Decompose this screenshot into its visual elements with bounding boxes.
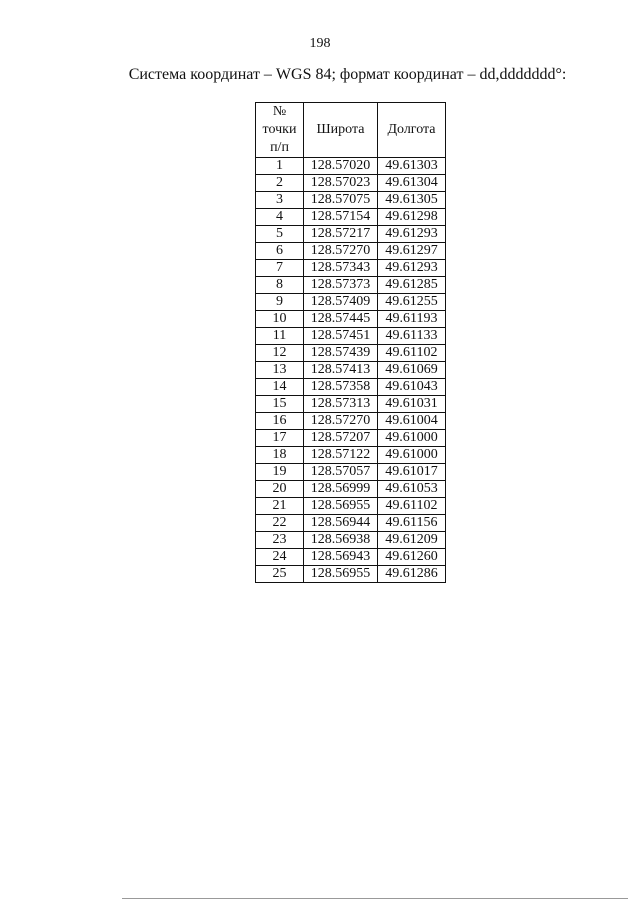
header-ordinal-abbr: п/п — [270, 140, 289, 155]
header-longitude: Долгота — [378, 103, 446, 158]
latitude-cell: 128.56943 — [304, 549, 378, 566]
longitude-cell: 49.61133 — [378, 328, 446, 345]
longitude-cell: 49.61102 — [378, 498, 446, 515]
longitude-cell: 49.61298 — [378, 209, 446, 226]
latitude-cell: 128.57270 — [304, 413, 378, 430]
latitude-cell: 128.57075 — [304, 192, 378, 209]
longitude-cell: 49.61286 — [378, 566, 446, 583]
coordinate-system-caption: Система координат – WGS 84; формат координат – dd,ddddddd°: — [128, 66, 567, 83]
longitude-cell: 49.61017 — [378, 464, 446, 481]
longitude-cell: 49.61043 — [378, 379, 446, 396]
latitude-cell: 128.56999 — [304, 481, 378, 498]
longitude-cell: 49.61193 — [378, 311, 446, 328]
point-number-cell: 17 — [256, 430, 304, 447]
latitude-cell: 128.57451 — [304, 328, 378, 345]
table-row — [256, 532, 446, 549]
longitude-cell: 49.61156 — [378, 515, 446, 532]
longitude-cell: 49.61102 — [378, 345, 446, 362]
longitude-cell: 49.61304 — [378, 175, 446, 192]
longitude-cell: 49.61053 — [378, 481, 446, 498]
table-header-row — [256, 103, 446, 158]
table-row — [256, 566, 446, 583]
point-number-cell: 3 — [256, 192, 304, 209]
table-row — [256, 379, 446, 396]
point-number-cell: 13 — [256, 362, 304, 379]
latitude-cell: 128.57154 — [304, 209, 378, 226]
header-number-sign: № — [272, 104, 287, 119]
table-row — [256, 396, 446, 413]
point-number-cell: 20 — [256, 481, 304, 498]
longitude-cell: 49.61293 — [378, 226, 446, 243]
page-number: 198 — [309, 36, 331, 51]
coordinates-table — [255, 102, 446, 583]
latitude-cell: 128.57217 — [304, 226, 378, 243]
point-number-cell: 19 — [256, 464, 304, 481]
latitude-cell: 128.57445 — [304, 311, 378, 328]
point-number-cell: 4 — [256, 209, 304, 226]
point-number-cell: 7 — [256, 260, 304, 277]
point-number-cell: 22 — [256, 515, 304, 532]
point-number-cell: 25 — [256, 566, 304, 583]
latitude-cell: 128.57020 — [304, 158, 378, 175]
longitude-cell: 49.61293 — [378, 260, 446, 277]
longitude-cell: 49.61069 — [378, 362, 446, 379]
header-point-number — [256, 103, 304, 158]
longitude-cell: 49.61255 — [378, 294, 446, 311]
table-row — [256, 175, 446, 192]
longitude-cell: 49.61303 — [378, 158, 446, 175]
latitude-cell: 128.57207 — [304, 430, 378, 447]
table-row — [256, 515, 446, 532]
table-row — [256, 311, 446, 328]
latitude-cell: 128.57343 — [304, 260, 378, 277]
longitude-cell: 49.61031 — [378, 396, 446, 413]
longitude-cell: 49.61000 — [378, 430, 446, 447]
latitude-cell: 128.57122 — [304, 447, 378, 464]
latitude-cell: 128.57409 — [304, 294, 378, 311]
point-number-cell: 15 — [256, 396, 304, 413]
latitude-cell: 128.56955 — [304, 566, 378, 583]
longitude-cell: 49.61260 — [378, 549, 446, 566]
latitude-cell: 128.56944 — [304, 515, 378, 532]
point-number-cell: 14 — [256, 379, 304, 396]
table-row — [256, 260, 446, 277]
table-row — [256, 413, 446, 430]
table-row — [256, 294, 446, 311]
table-row — [256, 549, 446, 566]
latitude-cell: 128.57439 — [304, 345, 378, 362]
page-bottom-divider — [122, 898, 628, 899]
latitude-cell: 128.57057 — [304, 464, 378, 481]
point-number-cell: 1 — [256, 158, 304, 175]
longitude-cell: 49.61285 — [378, 277, 446, 294]
header-latitude: Широта — [304, 103, 378, 158]
table-row — [256, 209, 446, 226]
table-row — [256, 447, 446, 464]
latitude-cell: 128.57313 — [304, 396, 378, 413]
table-row — [256, 277, 446, 294]
table-row — [256, 430, 446, 447]
table-row — [256, 158, 446, 175]
point-number-cell: 5 — [256, 226, 304, 243]
table-row — [256, 192, 446, 209]
point-number-cell: 24 — [256, 549, 304, 566]
point-number-cell: 18 — [256, 447, 304, 464]
latitude-cell: 128.56955 — [304, 498, 378, 515]
latitude-cell: 128.57413 — [304, 362, 378, 379]
longitude-cell: 49.61297 — [378, 243, 446, 260]
longitude-cell: 49.61209 — [378, 532, 446, 549]
table-row — [256, 362, 446, 379]
point-number-cell: 9 — [256, 294, 304, 311]
longitude-cell: 49.61305 — [378, 192, 446, 209]
point-number-cell: 16 — [256, 413, 304, 430]
table-row — [256, 345, 446, 362]
table-body — [256, 158, 446, 583]
table-row — [256, 328, 446, 345]
latitude-cell: 128.57373 — [304, 277, 378, 294]
table-row — [256, 243, 446, 260]
table-row — [256, 226, 446, 243]
point-number-cell: 11 — [256, 328, 304, 345]
latitude-cell: 128.56938 — [304, 532, 378, 549]
latitude-cell: 128.57358 — [304, 379, 378, 396]
point-number-cell: 2 — [256, 175, 304, 192]
longitude-cell: 49.61000 — [378, 447, 446, 464]
point-number-cell: 21 — [256, 498, 304, 515]
longitude-cell: 49.61004 — [378, 413, 446, 430]
point-number-cell: 12 — [256, 345, 304, 362]
point-number-cell: 8 — [256, 277, 304, 294]
table-row — [256, 498, 446, 515]
point-number-cell: 6 — [256, 243, 304, 260]
point-number-cell: 10 — [256, 311, 304, 328]
table-row — [256, 481, 446, 498]
table-row — [256, 464, 446, 481]
header-point-word: точки — [262, 122, 297, 137]
latitude-cell: 128.57023 — [304, 175, 378, 192]
point-number-cell: 23 — [256, 532, 304, 549]
latitude-cell: 128.57270 — [304, 243, 378, 260]
